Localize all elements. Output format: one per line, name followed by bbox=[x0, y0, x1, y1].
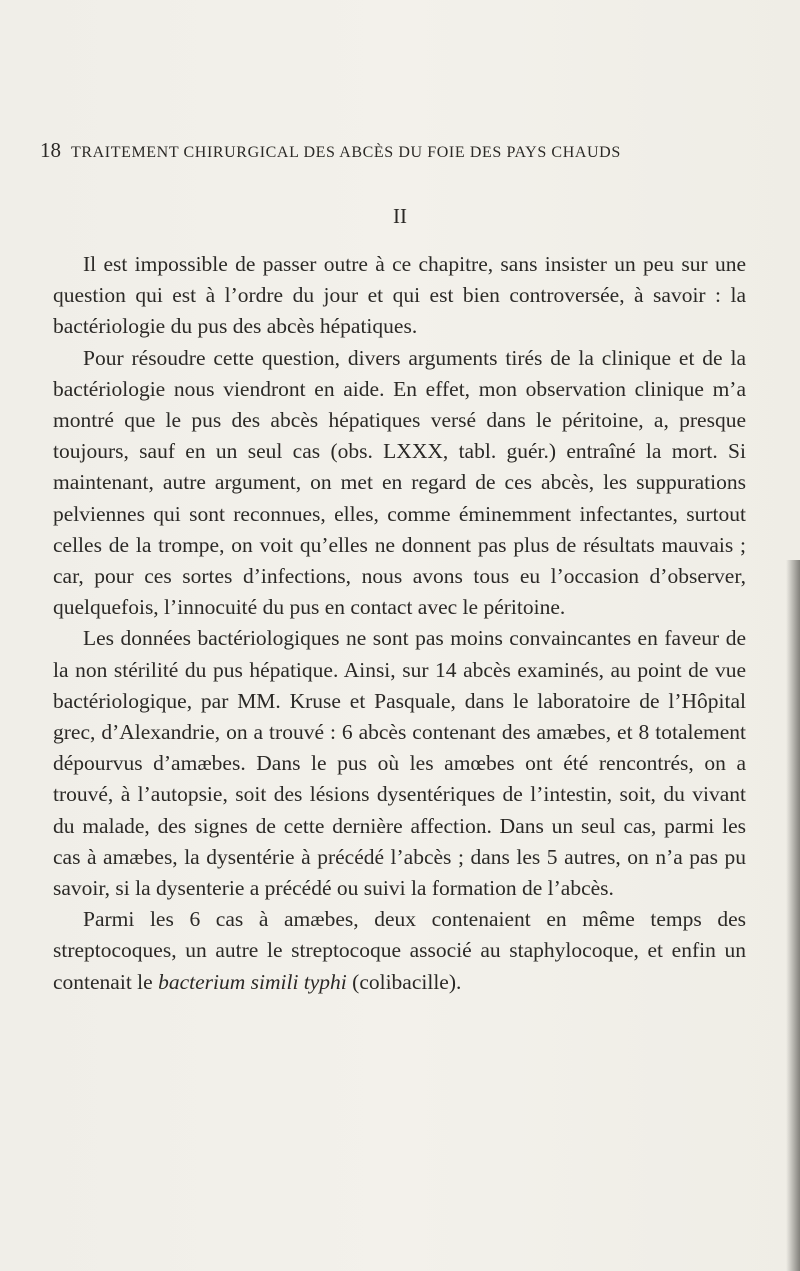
paragraph-2: Pour résoudre cette question, divers arguments tirés de la clinique et de la bactériologie nous viendront en aide. En effet, mon observation clinique m’a montré que le pus des abcès hépatiques versé dans le péritoine, a, presque toujours, sauf en un seul cas (obs. LXXX, tabl. guér.) entraîné la mort. Si maintenant, autre argument, on met en regard de ces abcès, les suppurations pelviennes qui sont reconnues, elles, comme éminemment infectantes, surtout celles de la trompe, on voit qu’elles ne donnent pas plus de résultats mauvais ; car, pour ces sortes d’infections, nous avons tous eu l’occasion d’observer, quelquefois, l’innocuité du pus en contact avec le péritoine. bbox=[53, 345, 746, 620]
page-edge-shadow bbox=[786, 560, 800, 1271]
paragraph-1: Il est impossible de passer outre à ce chapitre, sans insister un peu sur une question qui est à l’ordre du jour et qui est bien controversée, à savoir : la bactériologie du pus des abcès hépatiques. bbox=[53, 252, 746, 339]
paragraph-4-italic-term: bacterium simili typhi bbox=[158, 969, 347, 994]
body-text bbox=[53, 249, 746, 998]
running-header bbox=[40, 138, 780, 163]
paragraph-4-end: (colibacille). bbox=[346, 969, 462, 994]
paragraph-4-start: Parmi les 6 cas à amæbes, deux contenaient en même temps des streptocoques, un autre le streptocoque associé au staphylocoque, et enfin un contenait le bbox=[53, 907, 746, 994]
page-number: 18 bbox=[40, 138, 61, 162]
paragraph-3: Les données bactériologiques ne sont pas moins convaincantes en faveur de la non stérilité du pus hépatique. Ainsi, sur 14 abcès examinés, au point de vue bactériologique, par MM. Kruse et Pasquale, dans le laboratoire de l’Hôpital grec, d’Alexandrie, on a trouvé : 6 abcès contenant des amæbes, et 8 totalement dépourvus d’amæbes. Dans le pus où les amœbes ont été rencontrés, on a trouvé, à l’autopsie, soit des lésions dysentériques de l’intestin, soit, du vivant du malade, des signes de cette dernière affection. Dans un seul cas, parmi les cas à amæbes, la dysentérie à précédé l’abcès ; dans les 5 autres, on n’a pas pu savoir, si la dysenterie a précédé ou suivi la formation de l’abcès. bbox=[53, 626, 746, 901]
running-title: TRAITEMENT CHIRURGICAL DES ABCÈS DU FOIE DES PAYS CHAUDS bbox=[71, 144, 621, 161]
section-number: II bbox=[393, 204, 407, 228]
paragraph-4 bbox=[53, 904, 746, 998]
